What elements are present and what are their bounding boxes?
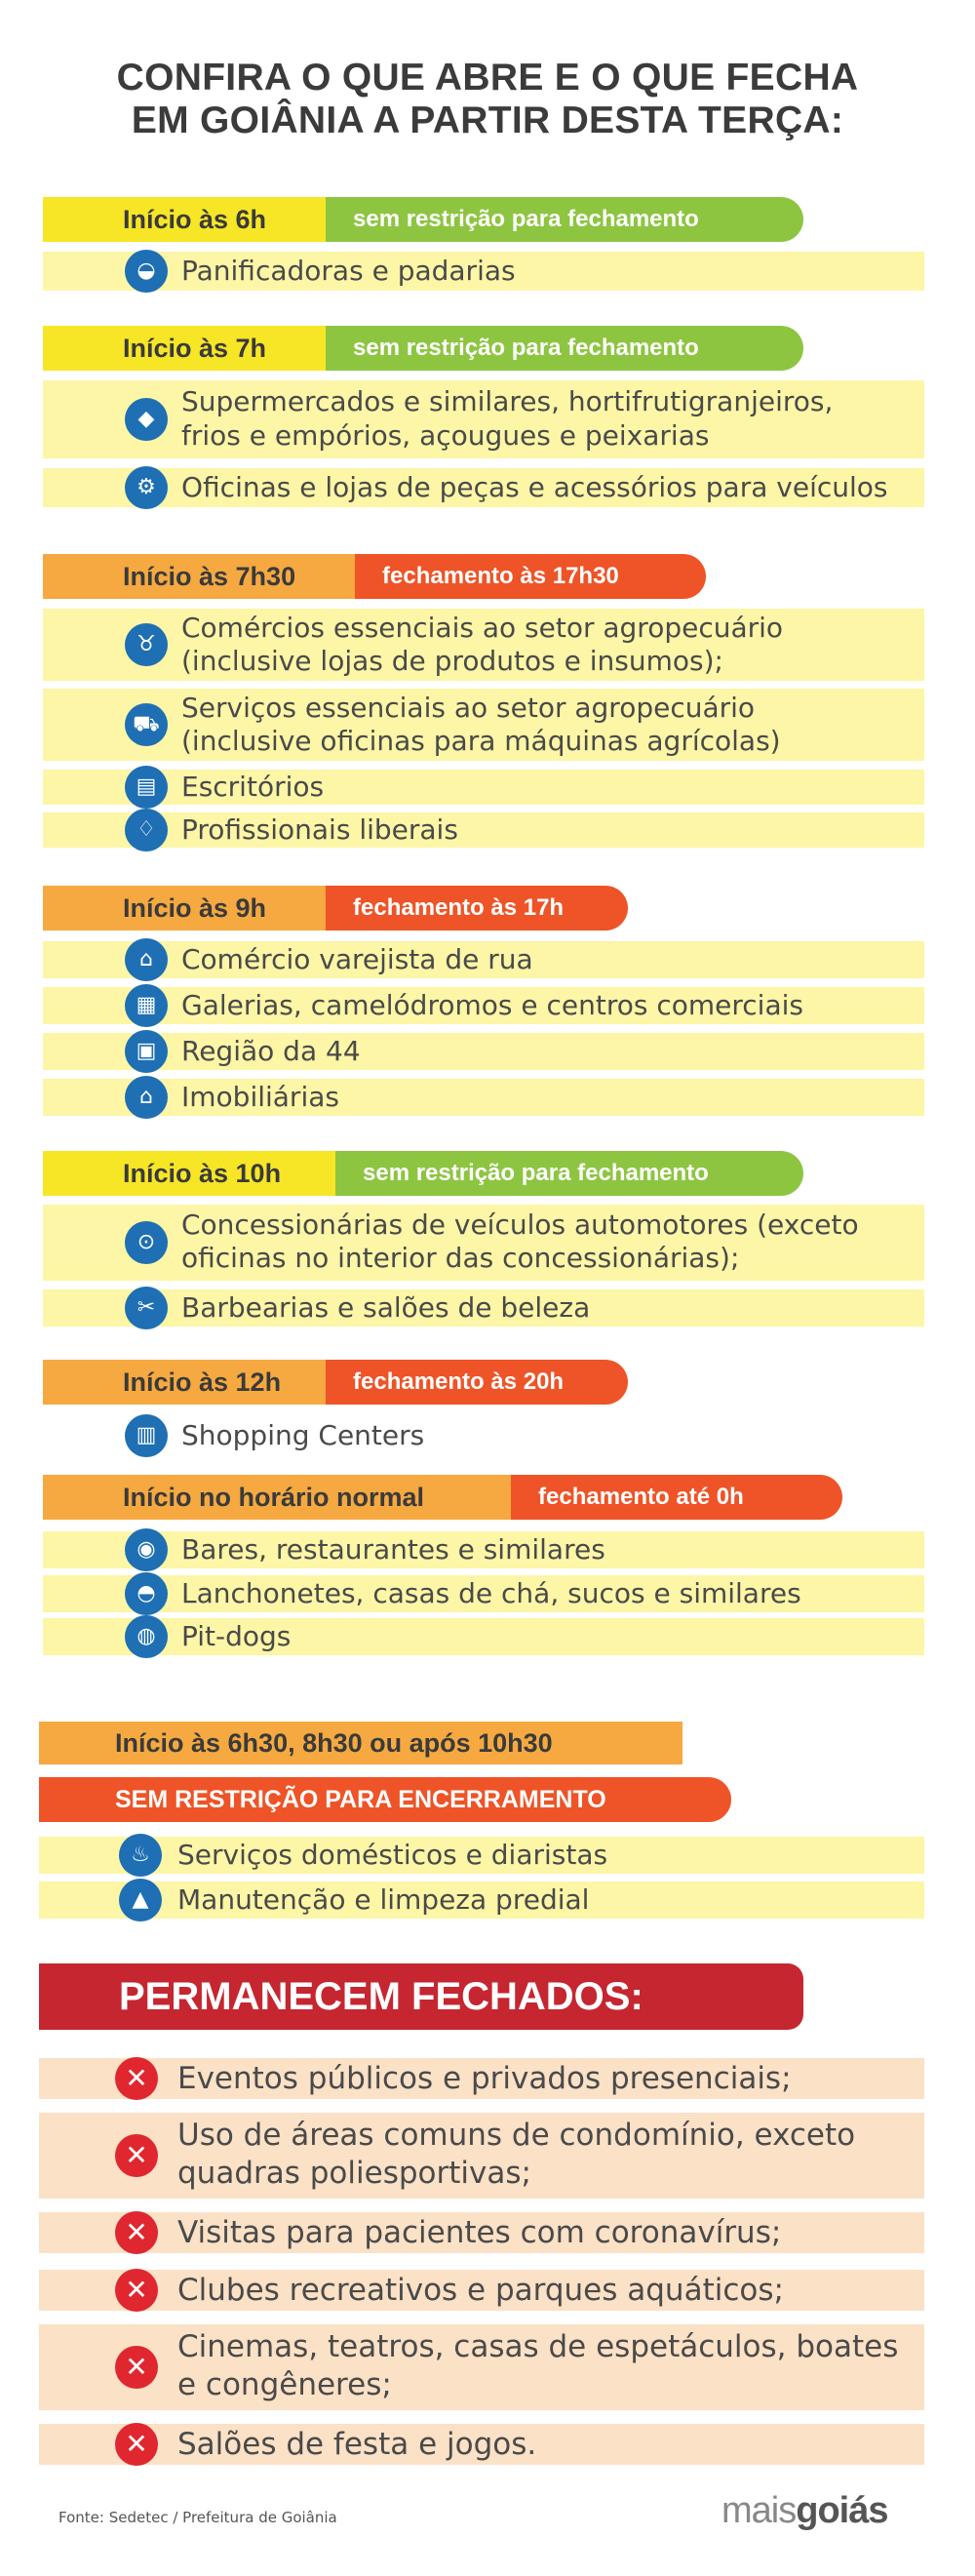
close-x-icon: ✕ [115, 2423, 158, 2466]
item-text: Salões de festa e jogos. [177, 2427, 537, 2462]
closed-list-item [39, 2270, 924, 2311]
shopping-bag-icon: ▣ [125, 1030, 168, 1073]
section-start-label: Início no horário normal [43, 1475, 521, 1520]
section-end-label: fechamento às 17h [326, 886, 628, 931]
list-item [43, 1416, 924, 1455]
cow-icon: ♉ [125, 623, 168, 666]
list-item [43, 1079, 924, 1116]
car-icon: ⊙ [125, 1221, 168, 1264]
close-x-icon: ✕ [115, 2269, 158, 2312]
section-header-7h [43, 326, 803, 371]
list-item [39, 1837, 924, 1874]
item-text: Imobiliárias [181, 1081, 339, 1113]
section-start-label: Início às 10h [43, 1151, 345, 1196]
close-x-icon: ✕ [115, 2134, 158, 2177]
closed-list-item [39, 2113, 924, 2199]
item-text: Escritórios [181, 771, 325, 803]
section-end-label: sem restrição para fechamento [326, 326, 803, 371]
item-text-line-2: e congêneres; [177, 2367, 392, 2402]
item-text: Comércio varejista de rua [181, 943, 533, 975]
tooth-icon: ♢ [125, 809, 168, 852]
section-end-label: fechamento até 0h [511, 1475, 842, 1520]
brand-light: mais [722, 2490, 797, 2531]
closed-list-item [39, 2058, 924, 2099]
list-item [43, 1618, 924, 1655]
market-stall-icon: ▦ [125, 984, 168, 1027]
section-header-12h [43, 1360, 628, 1405]
item-text-line-2: frios e empórios, açougues e peixarias [181, 419, 710, 452]
section-header-10h [43, 1151, 803, 1196]
section-start-label: Início às 12h [43, 1360, 335, 1405]
item-text: Serviços domésticos e diaristas [177, 1839, 608, 1871]
item-text: Bares, restaurantes e similares [181, 1533, 605, 1565]
section-end-label: fechamento às 20h [326, 1360, 628, 1405]
closed-list-item [39, 2324, 924, 2410]
closed-section-title: PERMANECEM FECHADOS: [39, 1963, 803, 2030]
item-text: Lanchonetes, casas de chá, sucos e similares [181, 1577, 801, 1609]
close-x-icon: ✕ [115, 2057, 158, 2100]
section-header-7h30 [43, 554, 706, 599]
item-text: Oficinas e lojas de peças e acessórios para veículos [181, 471, 888, 503]
item-text: Pit-dogs [181, 1620, 292, 1652]
list-item [43, 252, 924, 291]
list-item [43, 770, 924, 805]
section-start-label: Início às 7h [43, 326, 335, 371]
item-text-line-1: Concessionárias de veículos automotores (exceto [181, 1209, 859, 1241]
plate-icon: ◉ [125, 1528, 168, 1571]
section-header-9h [43, 886, 628, 931]
close-x-icon: ✕ [115, 2211, 158, 2254]
item-text: Galerias, camelódromos e centros comerciais [181, 989, 803, 1021]
brand-logo [722, 2490, 887, 2532]
burger-icon: ◍ [125, 1615, 168, 1658]
item-text: Barbearias e salões de beleza [181, 1291, 591, 1324]
clipboard-icon: ▤ [125, 766, 168, 809]
section-header-flexible [39, 1722, 682, 1764]
item-text-line-1: Uso de áreas comuns de condomínio, exceto [177, 2118, 856, 2153]
list-item [43, 1033, 924, 1070]
section-start-label: Início às 9h [43, 886, 335, 931]
house-icon: ⌂ [125, 1076, 168, 1119]
list-item [43, 1205, 924, 1281]
close-x-icon: ✕ [115, 2346, 158, 2389]
mechanic-icon: ⚙ [125, 466, 168, 509]
item-text: Panificadoras e padarias [181, 255, 516, 287]
item-text: Clubes recreativos e parques aquáticos; [177, 2273, 784, 2308]
item-text-line-2: (inclusive lojas de produtos e insumos); [181, 645, 723, 677]
list-item [43, 689, 924, 761]
list-item [43, 941, 924, 978]
section-start-label: Início às 6h [43, 197, 335, 242]
item-text: Visitas para pacientes com coronavírus; [177, 2215, 782, 2250]
section-end-label: sem restrição para fechamento [335, 1151, 803, 1196]
section-header-flexible-end [39, 1777, 731, 1822]
item-text-line-1: Cinemas, teatros, casas de espetáculos, boates [177, 2329, 899, 2364]
item-text: Região da 44 [181, 1035, 361, 1067]
fish-icon: ◆ [125, 398, 168, 441]
storefront-icon: ⌂ [125, 938, 168, 981]
cleaning-icon: ♨ [119, 1834, 162, 1877]
list-item [43, 812, 924, 848]
brand-bold: goiás [796, 2490, 888, 2531]
section-start-label: Início às 7h30 [43, 554, 365, 599]
scissors-icon: ✂ [125, 1287, 168, 1329]
closed-list-item [39, 2212, 924, 2253]
section-end-label: fechamento às 17h30 [355, 554, 706, 599]
list-item [43, 987, 924, 1024]
list-item [39, 1882, 924, 1919]
tractor-icon: ⛟ [125, 703, 168, 746]
list-item [43, 1531, 924, 1568]
item-text-line-1: Serviços essenciais ao setor agropecuário [181, 692, 756, 724]
item-text: Eventos públicos e privados presenciais; [177, 2061, 792, 2096]
item-text: Shopping Centers [181, 1419, 425, 1451]
list-item [43, 1575, 924, 1612]
title-line-2: EM GOIÂNIA A PARTIR DESTA TERÇA: [131, 99, 844, 141]
item-text-line-1: Comércios essenciais ao setor agropecuário [181, 612, 784, 644]
list-item [43, 1289, 924, 1327]
section-end-label: SEM RESTRIÇÃO PARA ENCERRAMENTO [39, 1777, 731, 1822]
mall-icon: ▥ [125, 1414, 168, 1457]
item-text: Manutenção e limpeza predial [177, 1883, 590, 1916]
list-item [43, 468, 924, 507]
item-text-line-2: quadras poliesportivas; [177, 2156, 531, 2191]
title-line-1: CONFIRA O QUE ABRE E O QUE FECHA [116, 57, 859, 99]
item-text: Profissionais liberais [181, 813, 458, 846]
section-header-normal [43, 1475, 842, 1520]
closed-list-item [39, 2424, 924, 2465]
section-end-label: sem restrição para fechamento [326, 197, 803, 242]
bread-icon: ◒ [125, 250, 168, 293]
list-item [43, 609, 924, 681]
page-title [0, 57, 975, 142]
cake-icon: ◓ [125, 1572, 168, 1615]
item-text-line-2: oficinas no interior das concessionárias); [181, 1242, 740, 1274]
building-icon: ▲ [119, 1879, 162, 1922]
section-start-label: Início às 6h30, 8h30 ou após 10h30 [39, 1722, 682, 1764]
section-header-6h [43, 197, 803, 242]
source-credit: Fonte: Sedetec / Prefeitura de Goiânia [58, 2509, 337, 2526]
item-text-line-1: Supermercados e similares, hortifrutigranjeiros, [181, 385, 834, 417]
list-item [43, 380, 924, 458]
item-text-line-2: (inclusive oficinas para máquinas agrícolas) [181, 725, 781, 757]
